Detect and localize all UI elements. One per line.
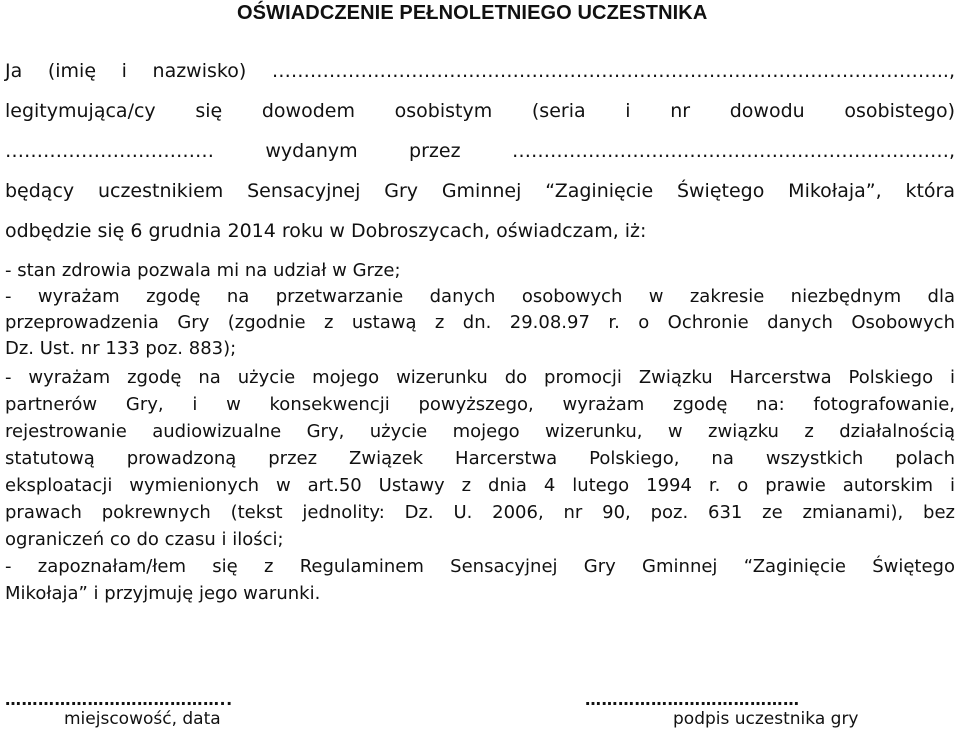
intro-line-1: Ja (imię i nazwisko) …………………………………………………………………………………………….., [5, 60, 955, 82]
intro-line-3: …………………………… wydanym przez ……………………………………………………………, [5, 140, 955, 162]
clause-rules-line-1: - zapoznałam/łem się z Regulaminem Sensacyjnej Gry Gminnej “Zaginięcie Świętego [5, 556, 955, 577]
intro-line-2: legitymująca/cy się dowodem osobistym (seria i nr dowodu osobistego) [5, 100, 955, 122]
place-date-label: miejscowość, data [64, 709, 221, 729]
clause-rules-line-2: Mikołaja” i przyjmuję jego warunki. [5, 583, 321, 604]
clause-data-line-1: - wyrażam zgodę na przetwarzanie danych osobowych w zakresie niezbędnym dla [5, 286, 955, 307]
clause-image-line-6: prawach pokrewnych (tekst jednolity: Dz. U. 2006, nr 90, poz. 631 ze zmianami), bez [5, 502, 955, 523]
clause-image-line-1: - wyrażam zgodę na użycie mojego wizerunku do promocji Związku Harcerstwa Polskiego i [5, 367, 955, 388]
clause-image-line-7: ograniczeń co do czasu i ilości; [5, 529, 284, 550]
intro-line-4: będący uczestnikiem Sensacyjnej Gry Gminnej “Zaginięcie Świętego Mikołaja”, która [5, 180, 955, 202]
clause-health: - stan zdrowia pozwala mi na udział w Grze; [5, 260, 401, 281]
document-title: OŚWIADCZENIE PEŁNOLETNIEGO UCZESTNIKA [237, 2, 708, 24]
clause-data-line-3: Dz. Ust. nr 133 poz. 883); [5, 338, 237, 359]
place-date-field[interactable]: ………………………………….. [5, 690, 233, 709]
clause-image-line-4: statutową prowadzoną przez Związek Harcerstwa Polskiego, na wszystkich polach [5, 448, 955, 469]
clause-data-line-2: przeprowadzenia Gry (zgodnie z ustawą z dn. 29.08.97 r. o Ochronie danych Osobowych [5, 312, 955, 333]
clause-image-line-3: rejestrowanie audiowizualne Gry, użycie mojego wizerunku, w związku z działalnością [5, 421, 955, 442]
clause-image-line-2: partnerów Gry, i w konsekwencji powyższego, wyrażam zgodę na: fotografowanie, [5, 394, 955, 415]
signature-field[interactable]: ………………………………… [585, 690, 800, 709]
signature-label: podpis uczestnika gry [673, 709, 859, 729]
clause-image-line-5: eksploatacji wymienionych w art.50 Ustawy z dnia 4 lutego 1994 r. o prawie autorskim i [5, 475, 955, 496]
intro-line-5: odbędzie się 6 grudnia 2014 roku w Dobroszycach, oświadczam, iż: [5, 220, 647, 242]
